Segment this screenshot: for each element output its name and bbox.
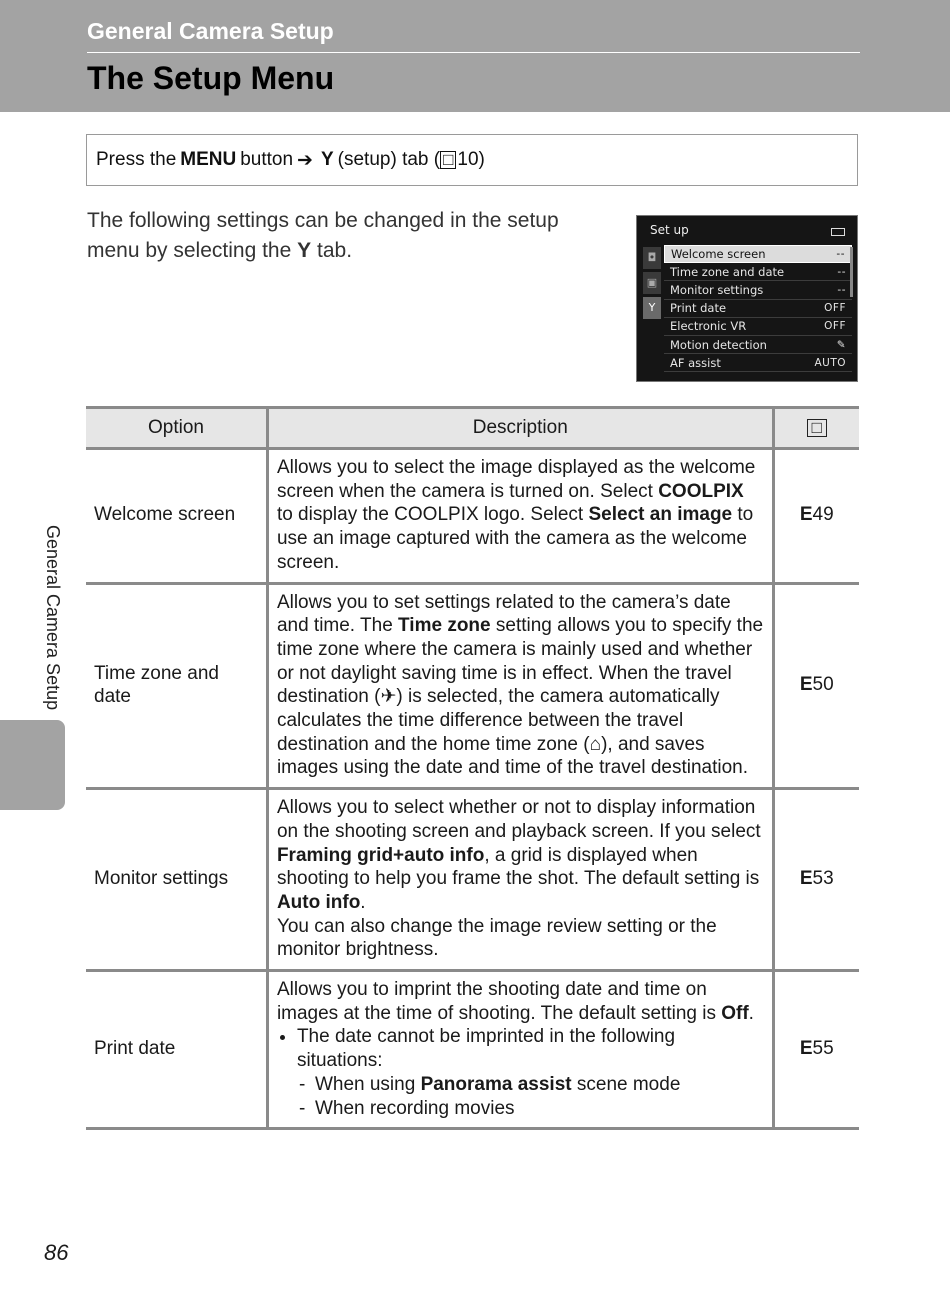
- table-row: [86, 449, 859, 584]
- camera-menu-row-label: Motion detection: [670, 337, 767, 352]
- page-reference: E49: [773, 449, 859, 584]
- wrench-icon: Y: [320, 149, 334, 170]
- options-table: [86, 406, 859, 1130]
- camera-menu-row-value: --: [837, 283, 846, 296]
- option-description: Allows you to select whether or not to display information on the shooting screen and playback screen. If you select Framing grid+auto info, a grid is displayed when shooting to help you frame the shot. The default setting is Auto info. You can also change the image review setting or the monitor brightness.: [267, 789, 773, 971]
- arrow-right-icon: ➔: [297, 149, 313, 171]
- wrench-icon: Y: [297, 239, 312, 262]
- camera-menu-row-label: Electronic VR: [670, 319, 747, 334]
- camera-setup-screen: [636, 215, 858, 382]
- camera-menu-row: [664, 281, 852, 299]
- option-description: Allows you to select the image displayed as the welcome screen when the camera is turned on. Select COOLPIX to display the COOLPIX logo. Select Select an image to use an image captured with the camera as the welcome screen.: [267, 449, 773, 584]
- menu-path-ref-page: 10): [457, 149, 485, 170]
- header-option: Option: [86, 408, 267, 449]
- option-name: Welcome screen: [86, 449, 267, 584]
- table-row: [86, 971, 859, 1129]
- camera-screen-title: Set up: [650, 223, 689, 237]
- option-name: Print date: [86, 971, 267, 1129]
- reference-section-icon: E: [799, 868, 813, 890]
- camera-menu-row: [664, 263, 852, 281]
- camera-menu-row: [664, 318, 852, 336]
- side-section-label: General Camera Setup: [43, 525, 63, 711]
- book-icon: □: [440, 151, 456, 169]
- camera-menu-row: [664, 336, 852, 354]
- camera-menu-row-label: Print date: [670, 301, 727, 316]
- camera-menu-row: [664, 354, 852, 372]
- header-reference: [773, 408, 859, 449]
- reference-section-icon: E: [799, 504, 813, 526]
- book-icon: □: [807, 419, 827, 437]
- camera-menu-row-label: Monitor settings: [670, 282, 764, 297]
- page-reference: E50: [773, 583, 859, 789]
- camera-menu-row-value: ✎: [836, 338, 846, 351]
- header-description: Description: [267, 408, 773, 449]
- camera-scrollbar: [850, 247, 853, 297]
- intro-text-part2: tab.: [317, 239, 353, 262]
- table-row: [86, 583, 859, 789]
- camera-menu-row: [664, 300, 852, 318]
- camera-menu-row-value: AUTO: [814, 356, 846, 369]
- option-name: Monitor settings: [86, 789, 267, 971]
- menu-path-press: Press the: [96, 149, 177, 170]
- intro-text-part1: The following settings can be changed in the setup menu by selecting the: [87, 209, 559, 262]
- page-reference: E53: [773, 789, 859, 971]
- table-row: [86, 789, 859, 971]
- camera-menu-tabs: [643, 247, 661, 322]
- section-header: [0, 0, 950, 112]
- side-tab-marker: [0, 720, 65, 810]
- battery-icon: [831, 228, 845, 236]
- camera-menu-list: [664, 245, 852, 372]
- wrench-icon: Y: [643, 297, 661, 319]
- option-name: Time zone and date: [86, 583, 267, 789]
- camera-menu-row-value: OFF: [824, 320, 846, 333]
- reference-section-icon: E: [799, 674, 813, 696]
- camera-menu-row-label: Welcome screen: [671, 247, 766, 262]
- table-header-row: [86, 408, 859, 449]
- option-description: Allows you to set settings related to the camera’s date and time. The Time zone setting allows you to specify the time zone where the camera is mainly used and whether or not daylight saving time is in effect. When the travel destination (✈) is selected, the camera automatically calculates the time difference between the travel destination and the home time zone (⌂), and saves images using the date and time of the travel destination.: [267, 583, 773, 789]
- camera-menu-row-value: OFF: [824, 302, 846, 315]
- camera-menu-row-label: AF assist: [670, 355, 721, 370]
- page-title: The Setup Menu: [87, 60, 335, 96]
- movie-icon: ▣: [643, 272, 661, 294]
- page-reference: E55: [773, 971, 859, 1129]
- camera-menu-row-label: Time zone and date: [670, 264, 785, 279]
- header-divider: [87, 52, 860, 53]
- menu-path-button-word: button: [240, 149, 294, 170]
- camera-icon: ◘: [643, 247, 661, 269]
- camera-menu-row-value: --: [837, 265, 846, 278]
- page-number: 86: [44, 1240, 69, 1265]
- camera-menu-row: [664, 245, 852, 263]
- menu-path-tab: (setup) tab (: [337, 149, 441, 170]
- option-description: Allows you to imprint the shooting date and time on images at the time of shooting. The default setting is Off. • The date cannot be imprinted in the following situations: - When using Panorama assist scene mode - When recording movies: [267, 971, 773, 1129]
- section-title: General Camera Setup: [87, 18, 334, 44]
- menu-button-icon: MENU: [180, 149, 237, 170]
- camera-menu-row-value: --: [836, 248, 845, 261]
- intro-text: [87, 206, 607, 266]
- menu-path-box: [86, 134, 858, 186]
- reference-section-icon: E: [799, 1038, 813, 1060]
